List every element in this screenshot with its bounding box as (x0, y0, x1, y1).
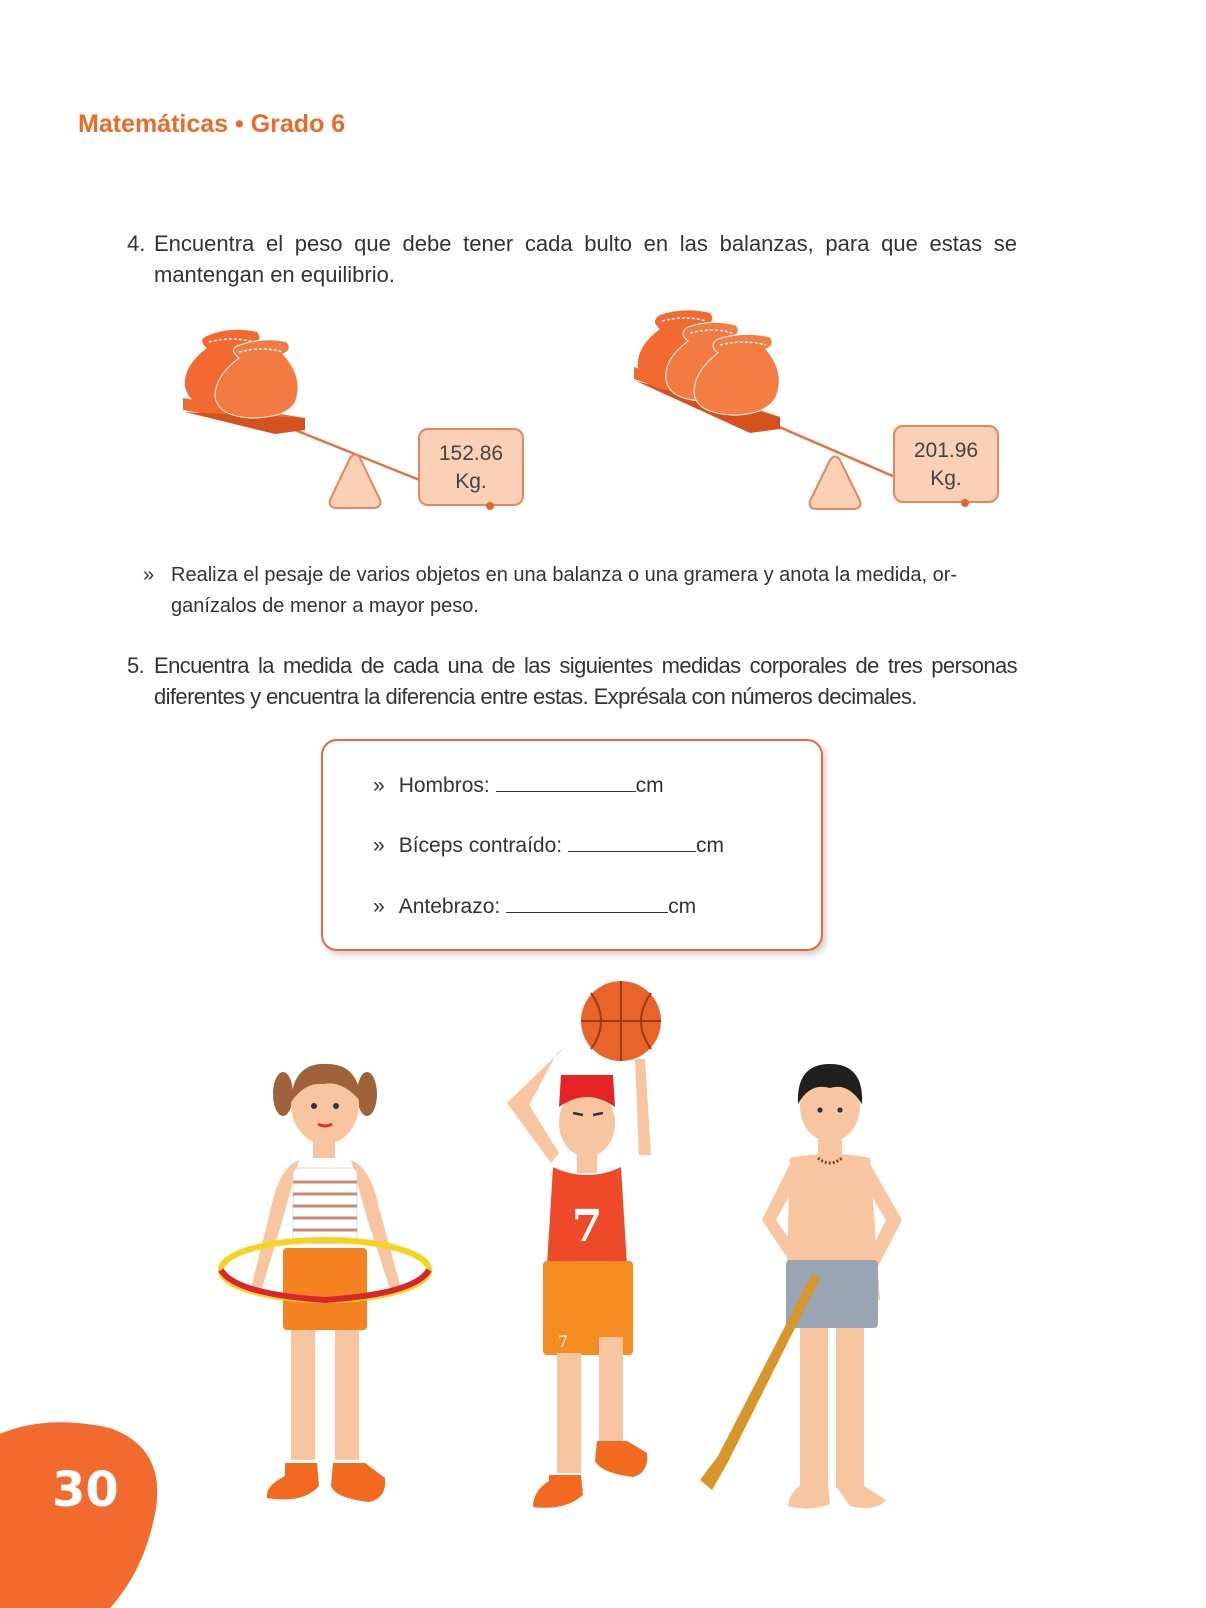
measure-row-biceps (373, 833, 724, 858)
weight-label-2 (893, 425, 999, 503)
question-4 (127, 228, 1017, 290)
activity-bullet (140, 560, 1017, 622)
weight-value: 201.96 (913, 439, 979, 462)
basketball-player-illustration (495, 975, 675, 1520)
pointer-dot (961, 499, 969, 507)
boy-paddle-illustration (690, 1060, 910, 1515)
shorts-number: 7 (557, 1332, 569, 1351)
answer-blank[interactable] (496, 773, 636, 792)
measure-unit: cm (635, 774, 664, 797)
page-number: 30 (52, 1462, 119, 1518)
bullet-mark: » (373, 774, 385, 797)
girl-hula-hoop-illustration (215, 1058, 435, 1518)
measure-unit: cm (668, 895, 697, 918)
weight-unit: Kg. (455, 470, 487, 493)
balance-beam (183, 398, 427, 483)
bullet-mark: » (143, 564, 155, 586)
measure-label: Bíceps contraído: (398, 834, 563, 857)
measure-row-hombros (373, 773, 664, 798)
activity-text: Realiza el pesaje de varios objetos en una balanza o una gramera y anota la medida, or-ganízalos de menor a mayor peso. (171, 564, 958, 617)
question-5-number: 5. (127, 653, 145, 678)
weight-value: 152.86 (438, 442, 504, 465)
answer-blank[interactable] (568, 833, 696, 852)
measure-row-antebrazo (373, 894, 696, 919)
jersey-number: 7 (571, 1201, 603, 1252)
question-5 (127, 650, 1017, 712)
pointer-dot (486, 502, 494, 510)
question-5-text: Encuentra la medida de cada una de las siguientes medidas corporales de tres personas diferentes y encuentra la diferencia entre estas. Exprésala con números decimales. (154, 653, 1017, 709)
measure-label: Antebrazo: (398, 895, 501, 918)
answer-blank[interactable] (506, 894, 668, 913)
weight-label-1 (418, 428, 524, 506)
page-header-title: Matemáticas • Grado 6 (78, 110, 346, 138)
question-4-text: Encuentra el peso que debe tener cada bulto en las balanzas, para que estas se mantengan en equilibrio. (154, 231, 1017, 287)
measurements-box (321, 739, 823, 951)
weight-unit: Kg. (930, 467, 962, 490)
bullet-mark: » (373, 834, 385, 857)
fulcrum-triangle (810, 457, 861, 510)
question-4-number: 4. (127, 231, 146, 256)
bullet-mark: » (373, 895, 385, 918)
measure-unit: cm (695, 834, 724, 857)
basketball-icon (581, 981, 661, 1061)
measure-label: Hombros: (398, 774, 490, 797)
